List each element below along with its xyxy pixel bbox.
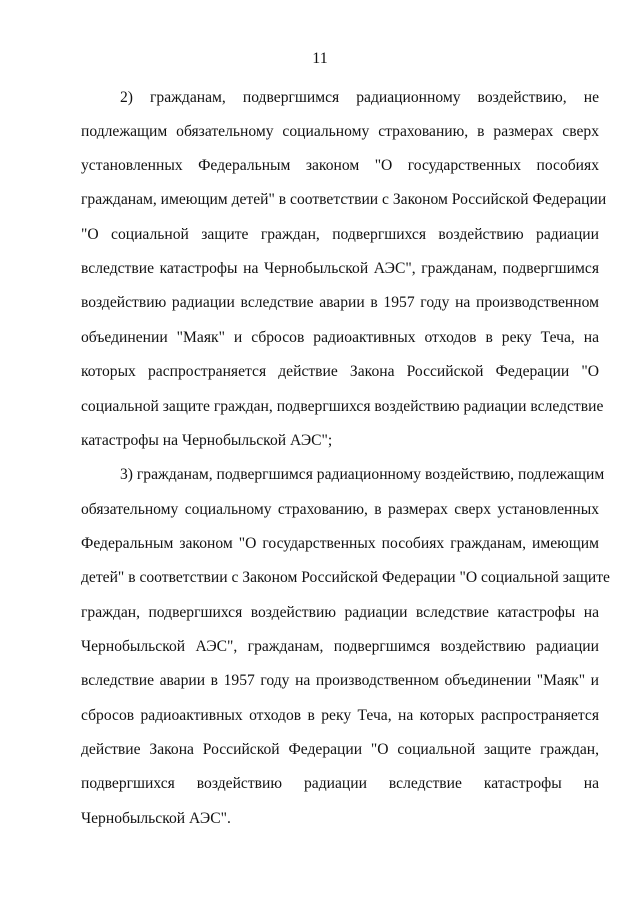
paragraph-2-line: 2) гражданам, подвергшимся радиационному воздействию, не — [120, 89, 599, 106]
paragraph-2-line: гражданам, имеющим детей" в соответствии с Законом Российской Федерации — [81, 191, 607, 208]
paragraph-3-line: детей" в соответствии с Законом Российской Федерации "О социальной защите — [81, 569, 610, 586]
paragraph-3-line: подвергшихся воздействию радиации вследствие катастрофы на — [81, 775, 599, 792]
paragraph-2-line: подлежащим обязательному социальному страхованию, в размерах сверх — [81, 123, 599, 140]
paragraph-2-line: "О социальной защите граждан, подвергшихся воздействию радиации — [81, 226, 599, 243]
page-number: 11 — [312, 50, 328, 67]
paragraph-3-line: обязательному социальному страхованию, в размерах сверх установленных — [81, 501, 599, 518]
paragraph-3-line: Чернобыльской АЭС", гражданам, подвергшимся воздействию радиации — [81, 638, 599, 655]
paragraph-3-line: граждан, подвергшихся воздействию радиации вследствие катастрофы на — [81, 604, 599, 621]
paragraph-2-line: катастрофы на Чернобыльской АЭС"; — [81, 432, 333, 449]
paragraph-2-line: вследствие катастрофы на Чернобыльской АЭС", гражданам, подвергшимся — [81, 260, 599, 277]
paragraph-3-line: Федеральным законом "О государственных пособиях гражданам, имеющим — [81, 535, 599, 552]
paragraph-2-line: воздействию радиации вследствие аварии в 1957 году на производственном — [81, 294, 599, 311]
paragraph-3-line: действие Закона Российской Федерации "О социальной защите граждан, — [81, 741, 599, 758]
paragraph-3-line: сбросов радиоактивных отходов в реку Теча, на которых распространяется — [81, 707, 599, 724]
paragraph-3-line: 3) гражданам, подвергшимся радиационному воздействию, подлежащим — [120, 466, 605, 483]
paragraph-2-line: установленных Федеральным законом "О государственных пособиях — [81, 157, 599, 174]
paragraph-2-line: социальной защите граждан, подвергшихся воздействию радиации вследствие — [81, 398, 604, 415]
paragraph-2-line: объединении "Маяк" и сбросов радиоактивных отходов в реку Теча, на — [81, 329, 599, 346]
paragraph-2-line: которых распространяется действие Закона Российской Федерации "О — [81, 363, 599, 380]
paragraph-3-line: вследствие аварии в 1957 году на производственном объединении "Маяк" и — [81, 672, 599, 689]
paragraph-3-line: Чернобыльской АЭС". — [81, 810, 231, 827]
